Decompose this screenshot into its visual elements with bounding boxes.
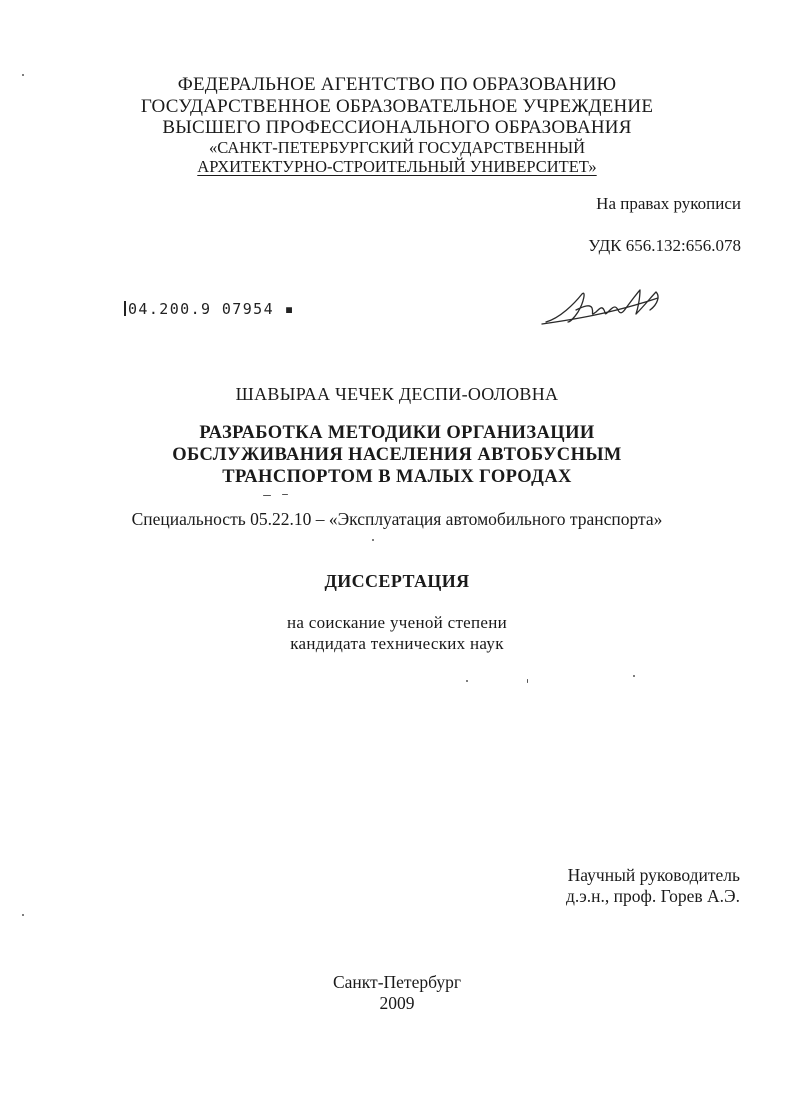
author-signature (540, 284, 665, 329)
scan-speck (633, 675, 635, 677)
scan-speck (22, 74, 24, 76)
signature-stroke-3 (576, 306, 626, 314)
stamp-bar (124, 301, 126, 316)
agency-name: ФЕДЕРАЛЬНОЕ АГЕНТСТВО ПО ОБРАЗОВАНИЮ (177, 74, 617, 95)
document-type: ДИССЕРТАЦИЯ (324, 571, 470, 591)
scan-speck (263, 495, 271, 496)
specialty: Специальность 05.22.10 – «Эксплуатация автомобильного транспорта» (131, 509, 663, 529)
title-line-3: ТРАНСПОРТОМ В МАЛЫХ ГОРОДАХ (222, 467, 572, 487)
city: Санкт-Петербург (332, 972, 462, 992)
year: 2009 (379, 993, 415, 1013)
stamp-mark: ▪ (274, 300, 295, 318)
degree-line-2: кандидата технических наук (290, 634, 504, 653)
scan-speck (372, 539, 374, 541)
signature-stroke-2 (542, 298, 658, 324)
udc-code: УДК 656.132:656.078 (588, 236, 741, 255)
institution-type: ГОСУДАРСТВЕННОЕ ОБРАЗОВАТЕЛЬНОЕ УЧРЕЖДЕНИЕ (140, 96, 654, 117)
degree-line-1: на соискание ученой степени (286, 613, 508, 632)
scan-speck (22, 914, 24, 916)
supervisor-label: Научный руководитель (567, 865, 740, 885)
supervisor-name: д.э.н., проф. Горев А.Э. (565, 886, 740, 906)
scan-speck (282, 494, 288, 495)
university-name-line2: АРХИТЕКТУРНО-СТРОИТЕЛЬНЫЙ УНИВЕРСИТЕТ» (197, 157, 597, 176)
author-name: ШАВЫРАА ЧЕЧЕК ДЕСПИ-ООЛОВНА (235, 384, 559, 404)
manuscript-note: На правах рукописи (596, 194, 741, 213)
signature-stroke-4 (626, 290, 658, 314)
scan-speck (466, 680, 468, 682)
institution-level: ВЫСШЕГО ПРОФЕССИОНАЛЬНОГО ОБРАЗОВАНИЯ (162, 117, 632, 138)
scan-speck (527, 679, 528, 683)
title-line-2: ОБСЛУЖИВАНИЯ НАСЕЛЕНИЯ АВТОБУСНЫМ (172, 445, 622, 465)
university-name-line1: «САНКТ-ПЕТЕРБУРГСКИЙ ГОСУДАРСТВЕННЫЙ (208, 138, 586, 157)
library-stamp (124, 300, 295, 318)
stamp-number: 04.200.9 07954 (128, 300, 275, 318)
title-line-1: РАЗРАБОТКА МЕТОДИКИ ОРГАНИЗАЦИИ (199, 423, 595, 443)
